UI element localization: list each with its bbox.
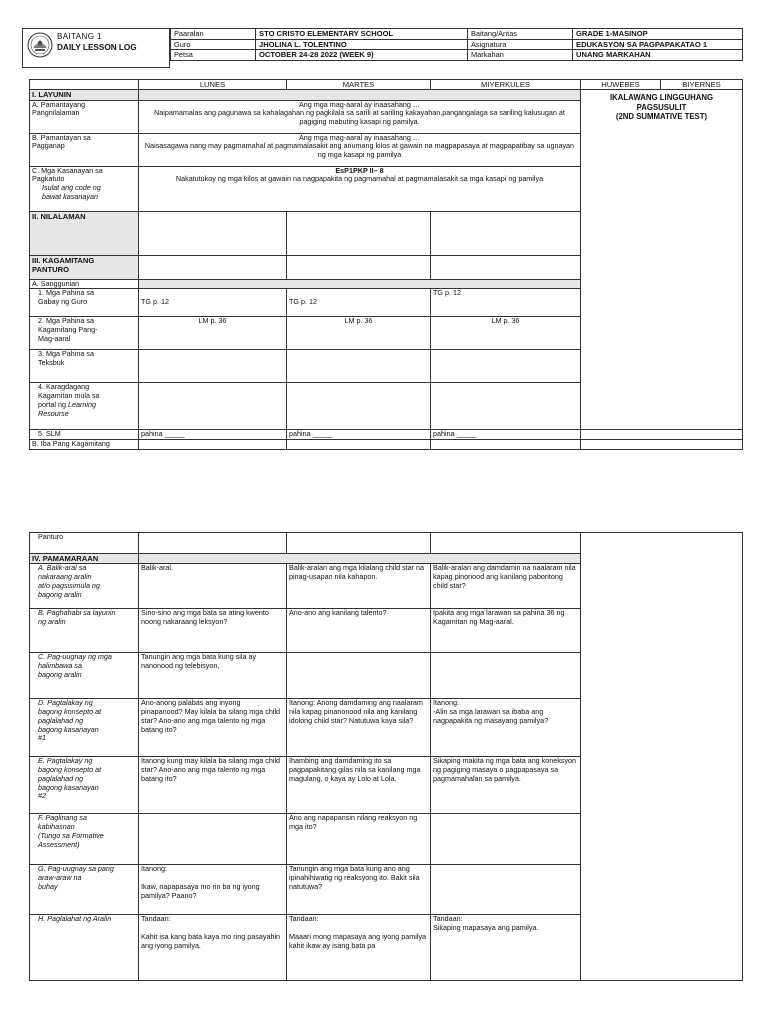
gabay-tuesday: TG p. 12 <box>287 289 431 317</box>
layunin-section-row <box>30 90 743 100</box>
quarter-value: UNANG MARKAHAN <box>573 50 743 61</box>
teacher-value: JHOLINA L. TOLENTINO <box>256 39 468 50</box>
procedure-b-wednesday: Ipakita ang mga larawan sa pahina 36 ng Kagamitan ng Mag-aaral. <box>431 609 581 653</box>
pamantayang-pangnilalaman-label: A. Pamantayang Pangnilalaman <box>30 100 139 133</box>
pamantayan-sa-pagganap-label: B. Pamantayan sa Pagganap <box>30 133 139 166</box>
procedure-f-wednesday <box>431 814 581 865</box>
lesson-plan-table-continued <box>29 532 743 981</box>
slm-wednesday: pahina _____ <box>431 430 581 440</box>
karagdagang-kagamitan-cell <box>30 383 139 430</box>
iba-pang-kagamitan-label: B. Iba Pang Kagamitang <box>30 440 139 450</box>
grade-value: GRADE 1-MASINOP <box>573 29 743 40</box>
grade-label: Baitang/Antas <box>468 29 573 40</box>
header-row-school <box>171 29 743 40</box>
procedure-d-label: D. Pagtalakay ng bagong konsepto at paglalahad ng bagong kasanayan #1 <box>30 699 139 757</box>
grade-level-label: BAITANG 1 <box>57 32 102 41</box>
competency-code: EsP1PKP II– 8 <box>335 166 384 175</box>
competency-text: Nakatutukoy ng mga kilos at gawain na nagpapakita ng pagmamahal at pagmamalasakit sa mga kasapi ng pamilya <box>175 174 544 184</box>
procedure-g-tuesday: Tanungin ang mga bata kung ano ang ipinahihiwatig ng reaksyong ito. Bakit sila natutuwa? <box>287 865 431 915</box>
procedure-b-monday: Sino-sino ang mga bata sa ating kwento noong nakaraang leksyon? <box>139 609 287 653</box>
procedure-g-wednesday <box>431 865 581 915</box>
procedure-c-wednesday <box>431 653 581 699</box>
daily-lesson-log-title: DAILY LESSON LOG <box>57 43 137 52</box>
header-info-table <box>170 28 743 61</box>
gabay-ng-guro-label: 1. Mga Pahina sa Gabay ng Guro <box>30 289 139 317</box>
teksbuk-label: 3. Mga Pahina sa Teksbuk <box>30 350 139 383</box>
gabay-monday: TG p. 12 <box>139 289 287 317</box>
kagamitan-title: III. KAGAMITANG PANTURO <box>30 255 139 279</box>
procedure-b-tuesday: Ano-ano ang kanilang talento? <box>287 609 431 653</box>
slm-label: 5. SLM <box>30 430 139 440</box>
slm-row <box>30 430 743 440</box>
pamantayan-sa-pagganap-text: Ang mga mag-aaral ay inaasahang … Naisasagawa nang may pagmamahal at pagmamalasakit ang anumang kilos at gawain na magpapasaya at magpapatibay sa ugnayan ng mga kasapi ng pamilya <box>139 133 581 166</box>
date-label: Petsa <box>171 50 256 61</box>
deped-seal-icon <box>27 32 53 58</box>
header-row-date <box>171 50 743 61</box>
summative-test-note: IKALAWANG LINGGUHANG PAGSUSULIT (2ND SUMMATIVE TEST) <box>581 90 743 430</box>
day-thursday: HUWEBES <box>581 80 661 90</box>
iba-pang-kagamitan-row <box>30 440 743 450</box>
layunin-title: I. LAYUNIN <box>30 90 139 100</box>
day-monday: LUNES <box>139 80 287 90</box>
deped-logo-box <box>22 28 170 68</box>
procedure-c-tuesday <box>287 653 431 699</box>
karagdagang-kagamitan-label: 4. Karagdagang Kagamitan mula sa portal ng <box>38 382 100 409</box>
lesson-plan-table <box>29 79 743 450</box>
procedure-d-wednesday: Itanong: -Alin sa mga larawan sa ibaba ang nagpapakita ng masayang pamilya? <box>431 699 581 757</box>
procedure-e-wednesday: Sikaping makita ng mga bata ang koneksyon ng pagiging masaya o pagpapasaya sa pagmamahalan sa pamilya. <box>431 757 581 814</box>
lesson-log-header <box>22 28 742 68</box>
procedure-d-tuesday: Itanong: Anong damdaming ang naalaram nila kapag pinanonood nila ang kanilang idolong child star? Natutuwa kaya sila? <box>287 699 431 757</box>
procedure-e-tuesday: Ihambing ang damdaming ito sa pagpapakitang gilas nila sa kanilang mga magulang, o kaya ay Lolo at Lola. <box>287 757 431 814</box>
kasanayan-text-cell <box>139 166 581 211</box>
procedure-d-monday: Ano-anong palabas ang inyong pinapanood? May kilala ba silang mga child star? Ano-ano ang mga talento ng mga batang ito? <box>139 699 287 757</box>
procedure-h-wednesday: Tandaan: Sikaping mapasaya ang pamilya. <box>431 915 581 981</box>
pamamaraan-title: IV. PAMAMARAAN <box>30 554 139 564</box>
kasanayan-cell <box>30 166 139 211</box>
procedure-f-label: F. Paglinang sa kabihasnan <box>38 813 88 832</box>
procedure-f-cell <box>30 814 139 865</box>
days-header-row <box>30 80 743 90</box>
procedure-g-monday: Itanong: Ikaw, napapasaya mo rin ba ng iyong pamilya? Paano? <box>139 865 287 915</box>
subject-value: EDUKASYON SA PAGPAPAKATAO 1 <box>573 39 743 50</box>
nilalaman-title: II. NILALAMAN <box>30 211 139 255</box>
procedure-h-label: H. Paglalahat ng Aralin <box>30 915 139 981</box>
date-value: OCTOBER 24-28 2022 (WEEK 9) <box>256 50 468 61</box>
learning-resource-label: Learning Resourse <box>38 399 96 418</box>
procedure-h-tuesday: Tandaan: Maaari mong mapasaya ang iyong pamilya kahit ikaw ay isang bata pa <box>287 915 431 981</box>
procedure-a-wednesday: Balik-aralan ang damdamin na naalaram nila kapag pinonood ang kanilang paboritong child star? <box>431 564 581 609</box>
procedure-g-label: G. Pag-uugnay sa pang araw-araw na buhay <box>30 865 139 915</box>
pamantayang-pangnilalaman-text: Ang mga mag-aaral ay inaasahang … Naipamamalas ang pagunawa sa kahalagahan ng pagkilala sa sarili at sariling kakayahan,pangangalaga sa sariling kalusugan at pagiging mabuting kasapi ng pamilya. <box>139 100 581 133</box>
procedure-c-monday: Tanungin ang mga bata kung sila ay nanonood ng telebisyon, <box>139 653 287 699</box>
lm-monday: LM p. 36 <box>139 317 287 350</box>
procedure-c-label: C. Pag-uugnay ng mga halimbawa sa bagong aralin <box>30 653 139 699</box>
school-value: STO CRISTO ELEMENTARY SCHOOL <box>256 29 468 40</box>
gabay-wednesday: TG p. 12 <box>431 289 581 317</box>
header-row-teacher <box>171 39 743 50</box>
procedure-a-monday: Balik-aral. <box>139 564 287 609</box>
panturo-cont-label: Panturo <box>30 533 139 554</box>
sanggunian-label: A. Sanggunian <box>30 279 139 289</box>
panturo-cont-row <box>30 533 743 554</box>
procedure-h-monday: Tandaan: Kahit isa kang bata kaya mo ring pasayahin ang iyong pamilya. <box>139 915 287 981</box>
procedure-a-tuesday: Balik-aralan ang mga kilalang child star na pinag-usapan nila kahapon. <box>287 564 431 609</box>
teacher-label: Guro <box>171 39 256 50</box>
subject-label: Asignatura <box>468 39 573 50</box>
day-tuesday: MARTES <box>287 80 431 90</box>
slm-monday: pahina _____ <box>139 430 287 440</box>
kasanayan-label: C. Mga Kasanayan sa Pagkatuto <box>32 166 103 184</box>
day-friday: BIYERNES <box>661 80 743 90</box>
kasanayan-note: Isulat ang code ng bawat kasanayan <box>42 183 101 201</box>
procedure-f-tuesday: Ano ang napapansin nilang reaksyon ng mga ito? <box>287 814 431 865</box>
lm-tuesday: LM p. 36 <box>287 317 431 350</box>
procedure-f-note: (Tungo sa Formative Assessment) <box>38 830 104 849</box>
quarter-label: Markahan <box>468 50 573 61</box>
procedure-e-label: E. Pagtalakay ng bagong konsepto at paglalahad ng bagong kasanayan #2 <box>30 757 139 814</box>
procedure-a-label: A. Balik-aral sa nakaraang aralin at/o pagsisimula ng bagong aralin <box>30 564 139 609</box>
lm-wednesday: LM p. 36 <box>431 317 581 350</box>
procedure-e-monday: Itanong kung may kilala ba silang mga child star? Ano-ano ang mga talento ng mga batang ito? <box>139 757 287 814</box>
school-label: Paaralan <box>171 29 256 40</box>
day-wednesday: MIYERKULES <box>431 80 581 90</box>
procedure-f-monday <box>139 814 287 865</box>
procedure-b-label: B. Paghahabi sa layunin ng aralin <box>30 609 139 653</box>
kagamitang-pang-mag-aaral-label: 2. Mga Pahina sa Kagamitang Pang- Mag-aaral <box>30 317 139 350</box>
slm-tuesday: pahina _____ <box>287 430 431 440</box>
